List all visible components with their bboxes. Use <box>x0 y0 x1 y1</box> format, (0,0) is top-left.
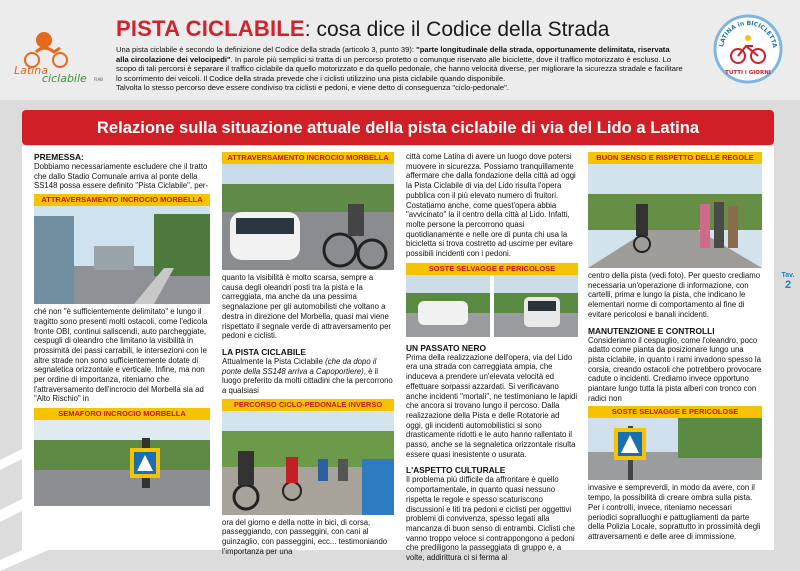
latina-in-bicicletta-logo <box>713 14 783 84</box>
latina-ciclabile-logo <box>14 22 106 82</box>
page-header <box>0 0 800 100</box>
logo-left-line2: ciclabile <box>42 72 87 82</box>
intro-part-1: Una pista ciclabile è secondo la definizione del Codice della strada (articolo 3, punto 39): <box>116 45 417 54</box>
page-title <box>116 18 609 40</box>
logo-left-small: FIAB <box>94 77 103 82</box>
crossing-text: quanto la visibilità è molto scarsa, sempre a causa degli oleandri posti tra la pista e la carreggiata, ma anche da una pessima segnalazione per gli automobilisti che voltano a destra in direzione del Morbella, quasi mai viene rispettato il segnale verde di attraversamento per pedoni e ciclisti. <box>222 273 392 341</box>
intro-bold: "parte longitudinale della strada, opportunamente delimitata, riservata alla circolazione dei velocipedi" <box>116 45 670 64</box>
photo-crossing-morbella <box>34 206 210 304</box>
table-number-tab <box>778 272 798 291</box>
svg-text:FIAB <box>94 77 103 82</box>
manutenzione-heading: MANUTENZIONE E CONTROLLI <box>588 325 715 336</box>
culturale-heading: L'ASPETTO CULTURALE <box>406 465 506 476</box>
pista-text: Attualmente la Pista Ciclabile (che da dopo il ponte della SS148 arriva a Capoportiere), è il luogo preferito da molti cittadini che la percorrono a qualsiasi <box>222 356 393 396</box>
content-board <box>22 146 774 563</box>
logo-left-line1: Latina <box>14 64 48 77</box>
column-3 <box>406 152 578 563</box>
buon-senso-text: centro della pista (vedi foto). Per questo crediamo necessaria un'operazione di informazione, con cartelli, prima e lungo la pista, che indicano le elementari norme di comportamento al fine di evitare pericolosi e banali incidenti. <box>588 271 761 319</box>
caption-semaforo: SEMAFORO INCROCIO MORBELLA <box>34 408 210 420</box>
column-2 <box>222 152 394 557</box>
manutenzione-text-2: invasive e sempreverdi, in modo da avere, con il tempo, la possibilità di creare ombra sulla pista. Per i controlli, invece, riteniamo necessari periodici sopralluoghi e pattugliamenti da parte della Polizia Locale, soprattutto in prossimità degli attraversamenti e delle aree di immissione. <box>588 483 761 541</box>
logo-right-bottom: TUTTI i GIORNI <box>725 70 771 76</box>
caption-attraversamento: ATTRAVERSAMENTO INCROCIO MORBELLA <box>34 194 210 206</box>
column-4 <box>588 152 762 542</box>
intro-part-2: . In parole più semplici si tratta di un percorso protetto o comunque riservato alle biciclette, dove il traffico motorizzato è escluso. Lo scopo di tali percorsi è separare il traffico ciclabile da quello motorizzato e da quello pedonale, che hanno velocità diverse, per migliorare la sicurezza stradale e facilitare lo scorrimento dei veicoli. Il Codice della strada prevede che i ciclisti utilizzino una pista ciclabile quando disponibile. <box>116 54 683 83</box>
caption-soste-2: SOSTE SELVAGGE E PERICOLOSE <box>588 406 762 418</box>
svg-text:ciclabile <box>42 72 87 82</box>
intro-text <box>116 45 684 93</box>
photo-pedestrians-cyclist <box>588 164 762 268</box>
passato-text: Prima della realizzazione dell'opera, via del Lido era una strada con carreggiata ampia, che induceva a prendere un'elevata velocità ed effettuare sorpassi azzardati. Si verificavano anche incidenti "mortali", ne testimoniano le lapidi che ancora si trovano lungo il percoso. Dalla realizzazione della Pista e delle Rotatorie ad oggi, gli incidenti automobilistici si sono drasticamente ridotti e le auto hanno rallentato il passo, anche se la segnaletica orizzontale risulta essere quasi inesistente o usurata. <box>406 352 578 459</box>
caption-percorso: PERCORSO CICLO-PEDONALE INVERSO <box>222 399 394 411</box>
tav-label: Tav. <box>781 272 795 279</box>
premessa-heading: PREMESSA: <box>34 152 84 162</box>
passato-heading: UN PASSATO NERO <box>406 342 487 353</box>
premessa-text-2: ché non "è sufficientemente delimitato" e lungo il tragitto sono presenti molti ostacoli, come l'edicola fronte OBI, continui saliscendi, auto parcheggiate, cespugli di oleandro che limitano la visibilità in prossimità dei passi carrabili, le intersezioni con le altre strade non sono sufficientemente dotate di segnaletica orizzontale e verticale. Infine, ma non per ordine di importanza, riteniamo che l'attraversamento dell'incrocio del Morbella sia ad "Alto Rischio" in <box>34 307 208 404</box>
photo-parked-cars <box>406 275 578 337</box>
photo-traffic-light-morbella <box>34 420 210 506</box>
caption-soste: SOSTE SELVAGGE E PERICOLOSE <box>406 263 578 275</box>
photo-cyclists-group <box>222 411 394 515</box>
city-text: città come Latina di avere un luogo dove potersi muovere in sicurezza. Possiamo tranquillamente affermare che dalla fondazione della città ad oggi la Pista Ciclabile di via del Lido risulta l'opera pubblica con il più elevato numero di fruitori. Costatiamo anche, come quest'opera abbia "avvicinato" la il centro della città al Lido. Infatti, molte persone la percorrono quasi quotidianamente e nelle ore di punta chi usa la bicicletta si trova costretto ad uscirne per evitare possibili incidenti con i pedoni. <box>406 152 576 259</box>
caption-attraversamento-2: ATTRAVERSAMENTO INCROCIO MORBELLA <box>222 152 394 164</box>
report-title-banner: Relazione sulla situazione attuale della pista ciclabile di via del Lido a Latina <box>22 110 774 145</box>
pista-heading: LA PISTA CICLABILE <box>222 346 306 357</box>
manutenzione-text: Consideriamo il cespuglio, come l'oleandro, poco adatto come pianta da posizionare lungo una pista ciclabile, in quanto i rami invadono spesso la corsia, creando ostacoli che potrebbero provocare cadute o incidenti. Crediamo invece opportuno piantare lungo tutta la pista alberi con tronco con radici non <box>588 335 762 403</box>
premessa-text-1: Dobbiamo necessariamente escludere che il tratto che dallo Stadio Comunale arriva al ponte della SS148 possa essere definito "Pista Ciclabile", per- <box>34 162 209 191</box>
pista-text-2: ora del giorno e della notte in bici, di corsa, passeggiando, con passeggini, con cani al guinzaglio, con passeggini, ecc... testimoniando l'importanza per una <box>222 517 388 556</box>
intro-part-3: Talvolta lo stesso percorso deve essere condiviso tra ciclisti e pedoni, e viene detto di conseguenza "ciclo-pedonale". <box>116 83 509 93</box>
photo-crossing-sign <box>588 418 762 480</box>
culturale-text: Il problema più difficile da affrontare è quello comportamentale, in quanto quasi nessuno rispetta le regole e spesso scaturiscono discussioni e liti tra pedoni e ciclisti per oggettivi problemi di convivenza, spesso legati alla mancanza di buon senso di entrambi. Ciclisti che vanno troppo veloce si contrappongono a pedoni che prediligono la passeggiata di gruppo e, a volte, addirittura ci si ferma al <box>406 475 576 563</box>
svg-text:TUTTI i GIORNI <box>725 70 771 76</box>
title-sub: : cosa dice il Codice della Strada <box>304 18 610 41</box>
title-main: PISTA CICLABILE <box>116 16 305 41</box>
photo-car-and-cyclist <box>222 164 394 270</box>
logo-right-top: LATINA in BICICLETTA <box>718 19 778 49</box>
caption-buon-senso: BUON SENSO E RISPETTO DELLE REGOLE <box>588 152 762 164</box>
column-1 <box>34 152 210 506</box>
tav-number: 2 <box>784 279 792 291</box>
